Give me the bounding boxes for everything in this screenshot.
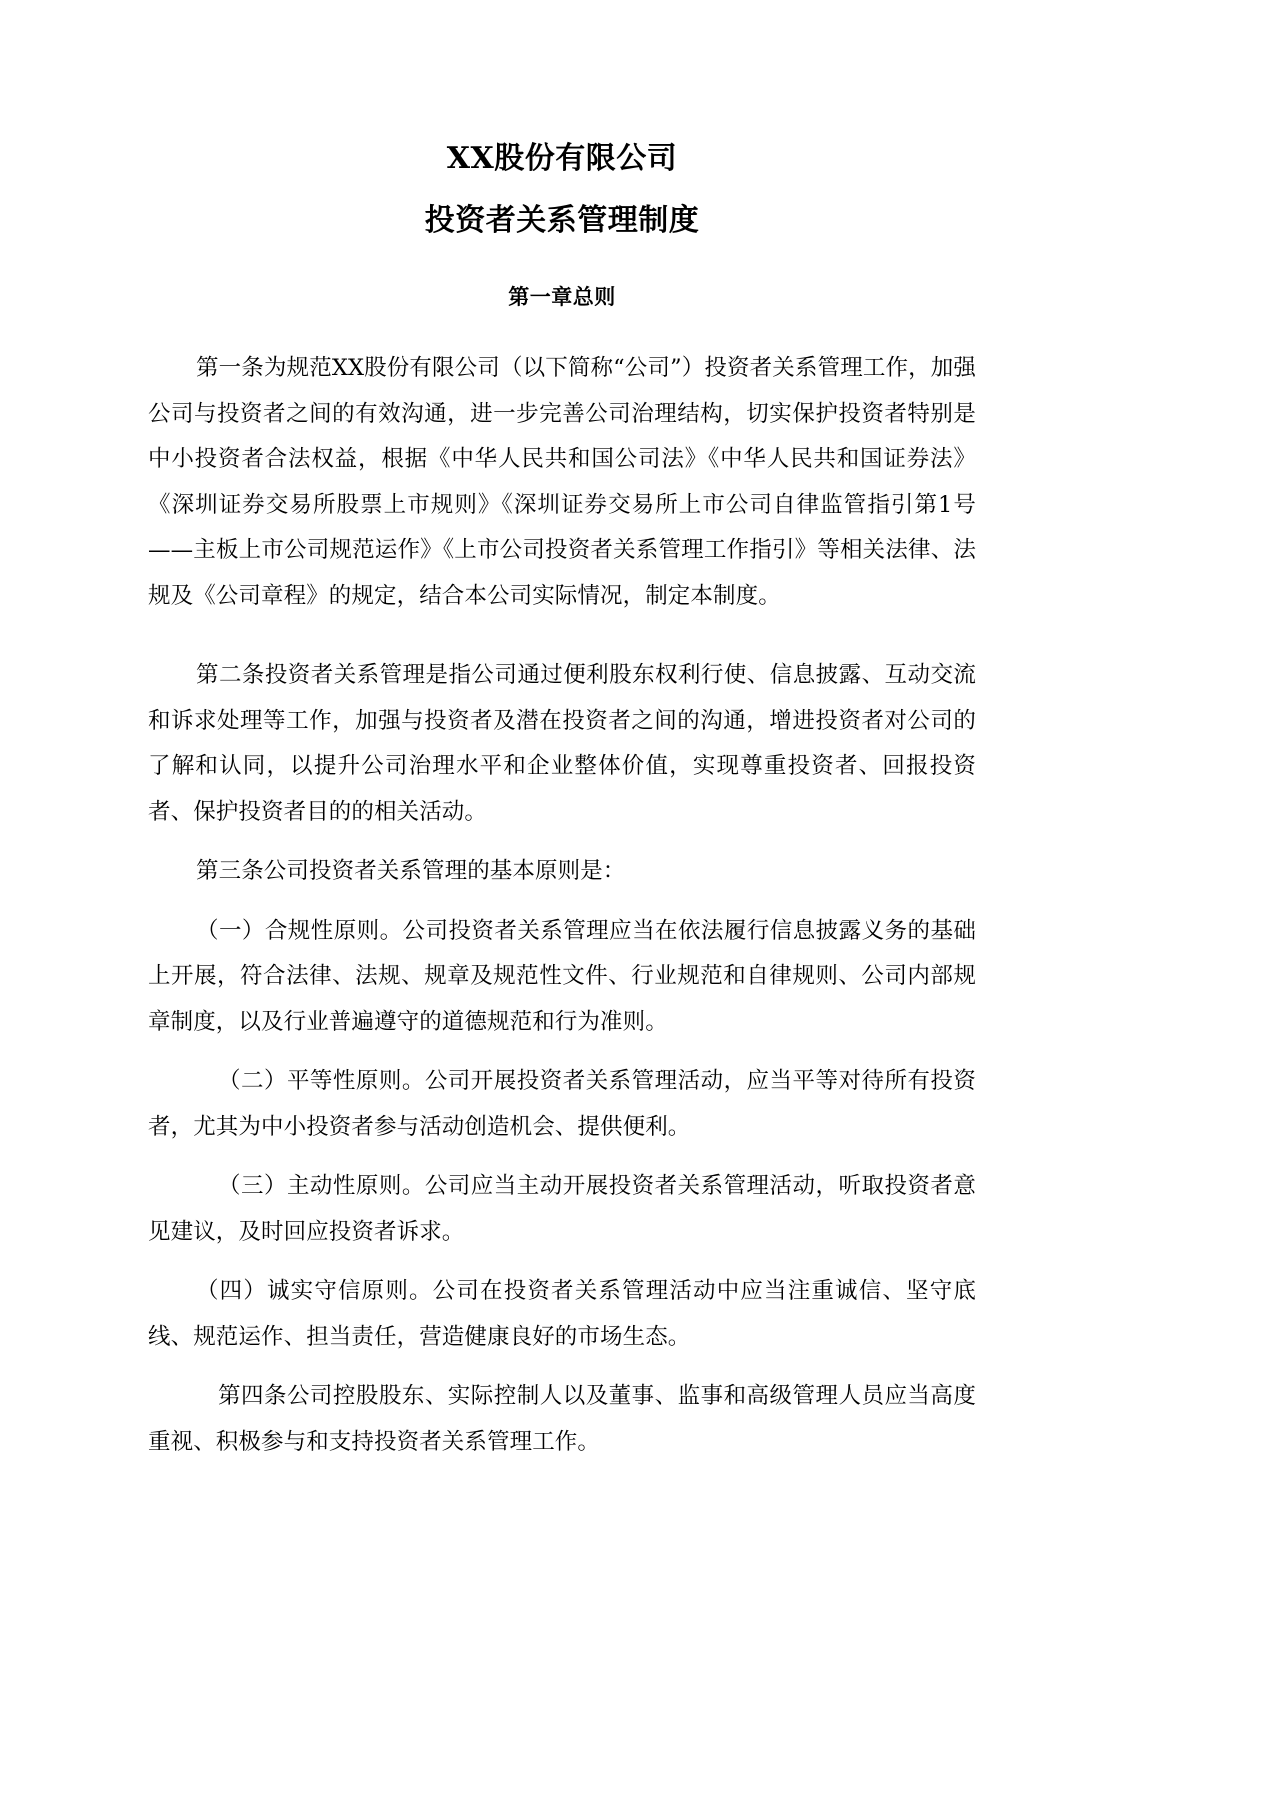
paragraph-principle-2: （二）平等性原则。公司开展投资者关系管理活动，应当平等对待所有投资者，尤其为中小投资者参与活动创造机会、提供便利。 xyxy=(148,1068,976,1140)
document-title-line-2: 投资者关系管理制度 xyxy=(424,203,700,238)
paragraph-article-2: 第二条投资者关系管理是指公司通过便利股东权利行使、信息披露、互动交流和诉求处理等工作，加强与投资者及潜在投资者之间的沟通，增进投资者对公司的了解和认同，以提升公司治理水平和企业整体价值，实现尊重投资者、回报投资者、保护投资者目的的相关活动。 xyxy=(148,662,976,825)
paragraph-principle-1: （一）合规性原则。公司投资者关系管理应当在依法履行信息披露义务的基础上开展，符合法律、法规、规章及规范性文件、行业规范和自律规则、公司内部规章制度，以及行业普遍遵守的道德规范和行为准则。 xyxy=(148,917,976,1035)
paragraph-article-4: 第四条公司控股股东、实际控制人以及董事、监事和高级管理人员应当高度重视、积极参与和支持投资者关系管理工作。 xyxy=(148,1383,976,1455)
paragraph-principle-4: （四）诚实守信原则。公司在投资者关系管理活动中应当注重诚信、坚守底线、规范运作、担当责任，营造健康良好的市场生态。 xyxy=(148,1278,976,1350)
document-content xyxy=(148,0,976,1465)
paragraph-principle-3: （三）主动性原则。公司应当主动开展投资者关系管理活动，听取投资者意见建议，及时回应投资者诉求。 xyxy=(148,1173,976,1245)
chapter-heading: 第一章总则 xyxy=(508,284,616,309)
document-title-line-1: XX股份有限公司 xyxy=(446,141,678,176)
paragraph-article-1: 第一条为规范XX股份有限公司（以下简称“公司”）投资者关系管理工作，加强公司与投资者之间的有效沟通，进一步完善公司治理结构，切实保护投资者特别是中小投资者合法权益，根据《中华人民共和国公司法》《中华人民共和国证券法》《深圳证券交易所股票上市规则》《深圳证券交易所上市公司自律监管指引第1号——主板上市公司规范运作》《上市公司投资者关系管理工作指引》等相关法律、法规及《公司章程》的规定，结合本公司实际情况，制定本制度。 xyxy=(148,355,976,609)
paragraph-article-3: 第三条公司投资者关系管理的基本原则是： xyxy=(196,858,626,884)
